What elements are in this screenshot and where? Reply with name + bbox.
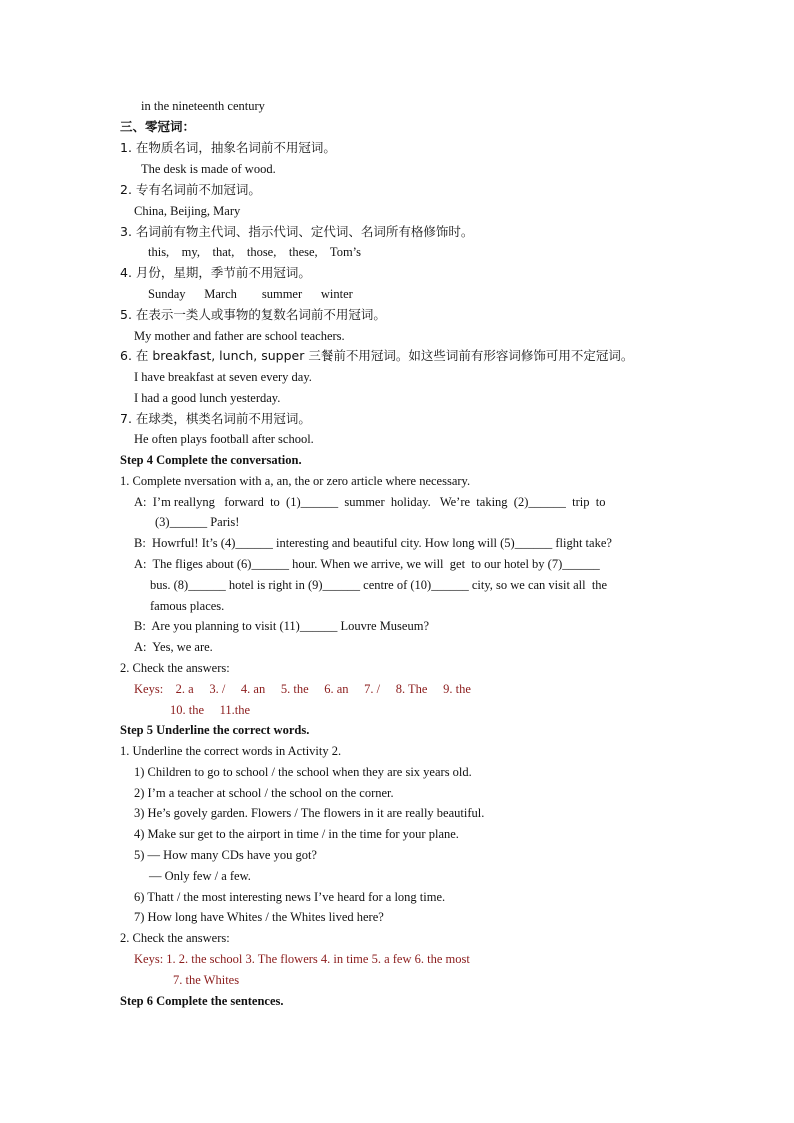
step4-keys-line-2: 10. the 11.the [170, 703, 251, 717]
rule-3: 3. 名词前有物主代词、指示代词、定代词、名词所有格修饰时。 [120, 224, 474, 239]
rule-7-example: He often plays football after school. [134, 432, 314, 446]
step5-keys-line-2: 7. the Whites [173, 973, 240, 987]
step5-task1: 1. Underline the correct words in Activity 2. [120, 744, 342, 758]
step5-item-1: 1) Children to go to school / the school when they are six years old. [134, 765, 472, 779]
dialogue-line-2: (3)______ Paris! [155, 515, 240, 529]
step5-item-7: 7) How long have Whites / the Whites lived here? [134, 910, 384, 924]
step4-keys-line-1: Keys: 2. a 3. / 4. an 5. the 6. an 7. / 8. The 9. the [134, 682, 471, 696]
rule-3-example: this, my, that, those, these, Tom’s [148, 245, 362, 259]
dialogue-line-3: B: Howrful! It’s (4)______ interesting and beautiful city. How long will (5)______ flight take? [134, 536, 612, 550]
step4-task2: 2. Check the answers: [120, 661, 230, 675]
rule-4: 4. 月份，星期，季节前不用冠词。 [120, 265, 311, 280]
dialogue-line-7: B: Are you planning to visit (11)______ Louvre Museum? [134, 619, 429, 633]
rule-4-example: Sunday March summer winter [148, 287, 353, 301]
step5-item-3: 3) He’s govely garden. Flowers / The flowers in it are really beautiful. [134, 806, 485, 820]
rule-5: 5. 在表示一类人或事物的复数名词前不用冠词。 [120, 307, 386, 322]
rule-5-example: My mother and father are school teachers. [134, 329, 345, 343]
section3-heading: 三、零冠词： [120, 119, 196, 134]
step4-heading: Step 4 Complete the conversation. [120, 453, 302, 467]
step5-task2: 2. Check the answers: [120, 931, 230, 945]
rule-7: 7. 在球类，棋类名词前不用冠词。 [120, 411, 311, 426]
rule-1-example: The desk is made of wood. [141, 162, 276, 176]
step4-task1: 1. Complete nversation with a, an, the or zero article where necessary. [120, 474, 471, 488]
step5-item-5-answer: — Only few / a few. [149, 869, 251, 883]
step5-heading: Step 5 Underline the correct words. [120, 723, 310, 737]
dialogue-line-8: A: Yes, we are. [134, 640, 213, 654]
step5-item-5: 5) — How many CDs have you got? [134, 848, 317, 862]
rule-2-example: China, Beijing, Mary [134, 204, 241, 218]
rule-1: 1. 在物质名词，抽象名词前不用冠词。 [120, 140, 336, 155]
rule-6-example-2: I had a good lunch yesterday. [134, 391, 281, 405]
dialogue-line-5: bus. (8)______ hotel is right in (9)______ centre of (10)______ city, so we can visit all the [150, 578, 608, 592]
step5-item-2: 2) I’m a teacher at school / the school on the corner. [134, 786, 394, 800]
dialogue-line-4: A: The fliges about (6)______ hour. When we arrive, we will get to our hotel by (7)______ [134, 557, 600, 571]
step5-item-6: 6) Thatt / the most interesting news I’ve heard for a long time. [134, 890, 446, 904]
step5-item-4: 4) Make sur get to the airport in time / in the time for your plane. [134, 827, 459, 841]
dialogue-line-1: A: I’m reallyng forward to (1)______ summer holiday. We’re taking (2)______ trip to [134, 495, 606, 509]
rule-2: 2. 专有名词前不加冠词。 [120, 182, 261, 197]
intro-line: in the nineteenth century [141, 99, 265, 113]
rule-6: 6. 在 breakfast, lunch, supper 三餐前不用冠词。如这些词前有形容词修饰可用不定冠词。 [120, 348, 634, 363]
rule-6-example-1: I have breakfast at seven every day. [134, 370, 312, 384]
step6-heading: Step 6 Complete the sentences. [120, 994, 284, 1008]
step5-keys-line-1: Keys: 1. 2. the school 3. The flowers 4. in time 5. a few 6. the most [134, 952, 470, 966]
dialogue-line-6: famous places. [150, 599, 225, 613]
